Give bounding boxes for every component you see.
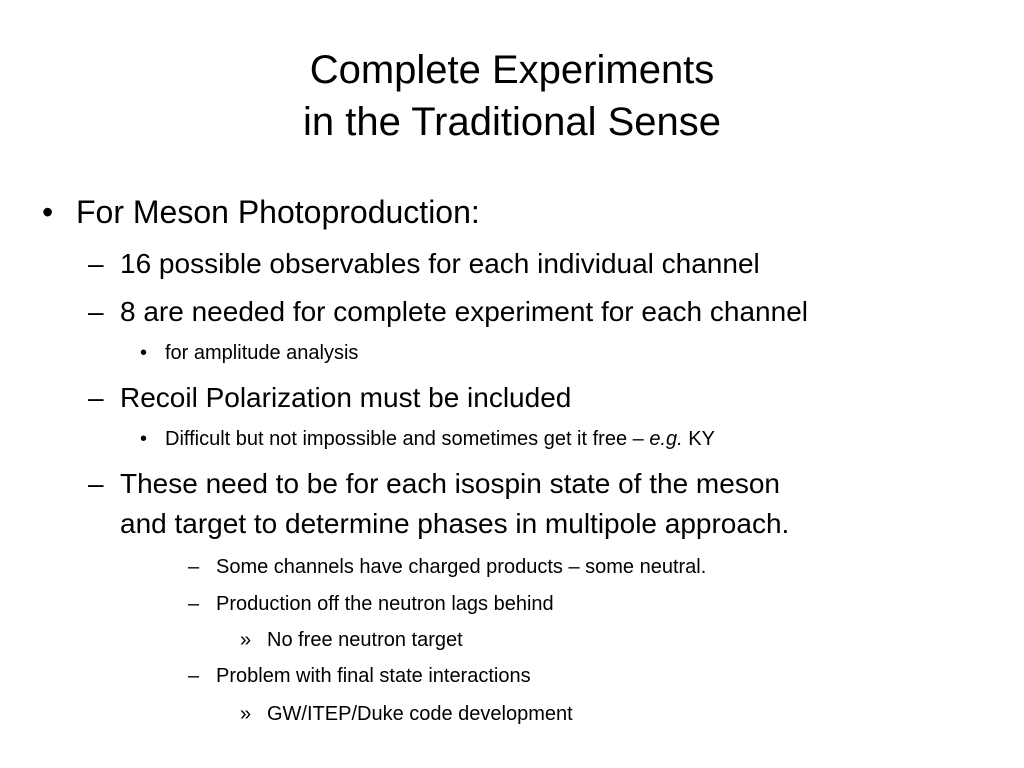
bullet-text: Problem with final state interactions bbox=[216, 665, 531, 687]
bullet-text: 16 possible observables for each individual channel bbox=[120, 248, 760, 279]
bullet-item-level3 bbox=[140, 426, 1000, 452]
bullet-item-level5 bbox=[240, 701, 1000, 727]
bullet-item-level4 bbox=[188, 591, 1008, 617]
bullet-item-level5 bbox=[240, 627, 1000, 653]
dash-marker: – bbox=[188, 556, 200, 578]
bullet-text: No free neutron target bbox=[267, 629, 463, 651]
bullet-text: 8 are needed for complete experiment for each channel bbox=[120, 296, 808, 327]
dash-marker: – bbox=[88, 248, 104, 279]
bullet-marker: • bbox=[140, 428, 148, 450]
slide-title bbox=[0, 44, 1024, 148]
bullet-text bbox=[165, 426, 715, 452]
bullet-item-level1 bbox=[42, 193, 1002, 233]
bullet-item-level4 bbox=[188, 554, 1008, 580]
bullet-text: For Meson Photoproduction: bbox=[76, 194, 480, 230]
title-line-2: in the Traditional Sense bbox=[302, 100, 722, 144]
dash-marker: – bbox=[188, 665, 200, 687]
bullet-text-line-2: and target to determine phases in multipole approach. bbox=[120, 508, 790, 539]
chevron-marker: » bbox=[240, 629, 252, 651]
bullet-marker: • bbox=[42, 194, 54, 230]
bullet-item-level3 bbox=[140, 340, 1000, 366]
bullet-item-level2 bbox=[88, 466, 1008, 542]
chevron-marker: » bbox=[240, 703, 252, 725]
dash-marker: – bbox=[188, 593, 200, 615]
dash-marker: – bbox=[88, 468, 104, 499]
bullet-text-part: KY bbox=[682, 428, 715, 450]
bullet-item-level2 bbox=[88, 380, 1008, 416]
bullet-item-level2 bbox=[88, 294, 1008, 330]
bullet-text-line-1: These need to be for each isospin state of the meson bbox=[120, 468, 780, 499]
bullet-marker: • bbox=[140, 342, 148, 364]
dash-marker: – bbox=[88, 382, 104, 413]
bullet-text: Production off the neutron lags behind bbox=[216, 593, 554, 615]
title-line-1: Complete Experiments bbox=[309, 48, 715, 92]
bullet-text: for amplitude analysis bbox=[165, 342, 359, 364]
bullet-item-level4 bbox=[188, 663, 1008, 689]
bullet-text: Some channels have charged products – some neutral. bbox=[216, 556, 707, 578]
bullet-text: Recoil Polarization must be included bbox=[120, 382, 572, 413]
bullet-text-part: Difficult but not impossible and sometimes get it free – bbox=[165, 428, 650, 450]
dash-marker: – bbox=[88, 296, 104, 327]
bullet-text-italic: e.g. bbox=[649, 428, 683, 450]
bullet-text: GW/ITEP/Duke code development bbox=[267, 703, 573, 725]
bullet-item-level2 bbox=[88, 246, 1008, 282]
